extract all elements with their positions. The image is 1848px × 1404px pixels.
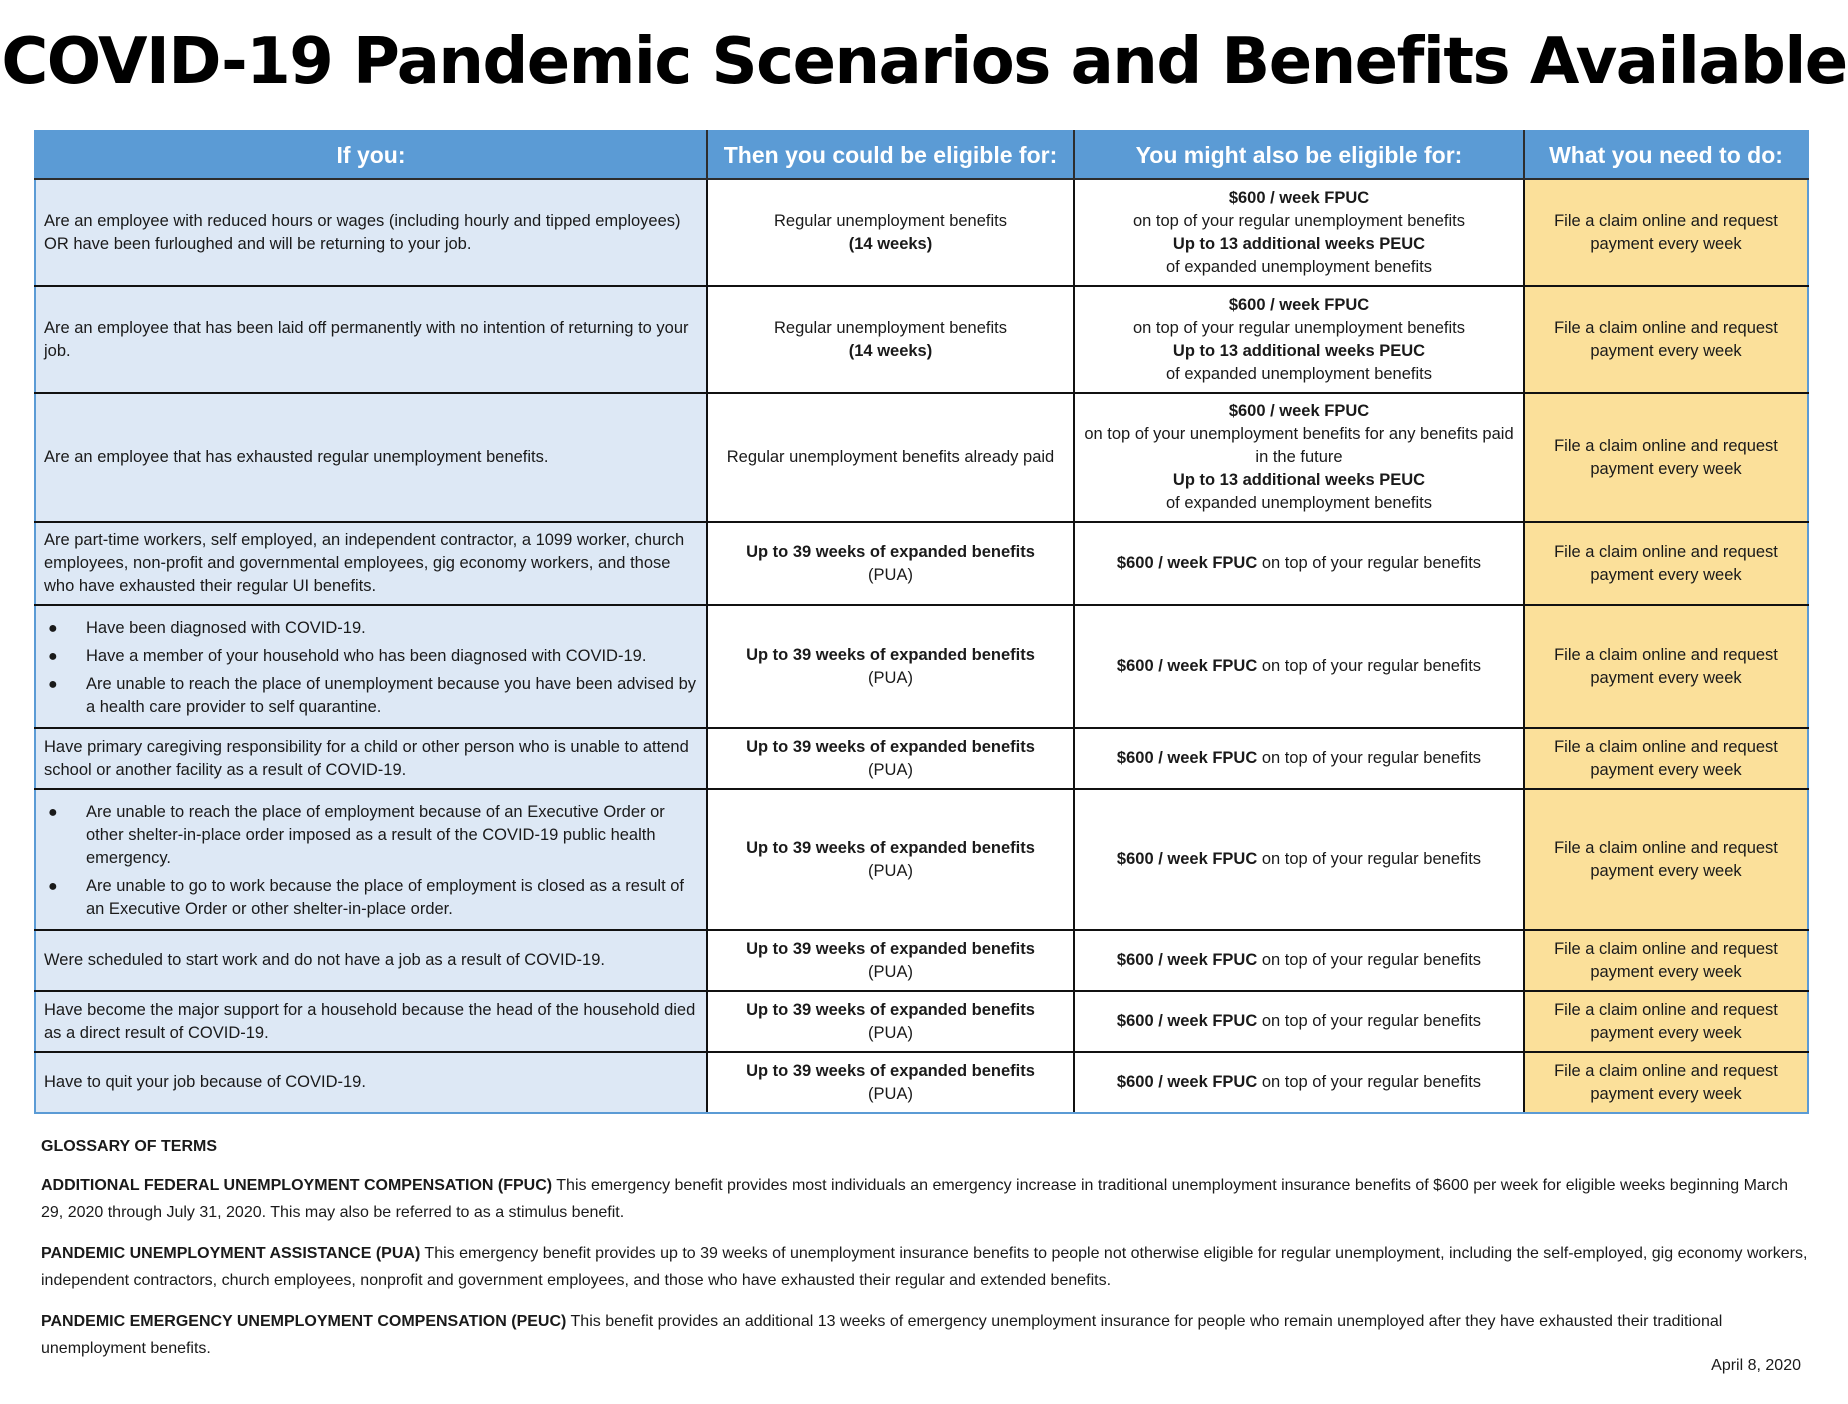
eligible-cell <box>707 1052 1074 1113</box>
table-row <box>35 605 1808 728</box>
action-text: File a claim online and request payment every week <box>1554 1061 1778 1103</box>
also-eligible-segment: $600 / week FPUC <box>1228 295 1370 314</box>
also-eligible-segment: of expanded unemployment benefits <box>1165 494 1432 512</box>
situation-cell <box>35 179 707 286</box>
eligible-cell <box>707 991 1074 1052</box>
glossary-term: ADDITIONAL FEDERAL UNEMPLOYMENT COMPENSATION (FPUC) <box>41 1177 553 1194</box>
table-header-row <box>35 131 1808 179</box>
eligible-line: (PUA) <box>868 861 913 880</box>
also-eligible-segment: $600 / week FPUC <box>1116 749 1258 767</box>
situation-bullet-item <box>44 645 698 668</box>
eligible-cell <box>707 930 1074 991</box>
eligible-line: (14 weeks) <box>848 234 933 253</box>
eligible-line: (PUA) <box>868 760 913 779</box>
situation-text: Have become the major support for a household because the head of the household died as a direct result of COVID-19. <box>44 1000 696 1042</box>
table-row <box>35 728 1808 789</box>
action-text: File a claim online and request payment every week <box>1554 1000 1778 1042</box>
action-text: File a claim online and request payment every week <box>1554 838 1778 880</box>
also-eligible-line <box>1083 363 1515 386</box>
action-text: File a claim online and request payment every week <box>1554 211 1778 253</box>
also-eligible-segment: on top of your regular benefits <box>1257 554 1482 572</box>
action-cell <box>1524 789 1808 930</box>
glossary-term: PANDEMIC UNEMPLOYMENT ASSISTANCE (PUA) <box>41 1245 421 1262</box>
situation-text: Are an employee that has been laid off permanently with no intention of returning to your job. <box>44 318 689 360</box>
situation-text: Are an employee with reduced hours or wages (including hourly and tipped employees) OR have been furloughed and will be returning to your job. <box>44 211 681 253</box>
situation-bullet-text: Have a member of your household who has been diagnosed with COVID-19. <box>86 646 647 665</box>
also-eligible-segment: of expanded unemployment benefits <box>1165 257 1432 276</box>
eligible-line: (PUA) <box>868 962 913 981</box>
glossary <box>41 1133 1809 1376</box>
eligible-line: Up to 39 weeks of expanded benefits <box>746 542 1035 561</box>
bullet-icon: ● <box>48 647 58 665</box>
situation-bullet-item <box>44 673 698 719</box>
eligible-cell <box>707 393 1074 522</box>
eligible-line: Up to 39 weeks of expanded benefits <box>746 838 1035 857</box>
situation-bullet-item <box>44 875 698 921</box>
action-text: File a claim online and request payment every week <box>1554 939 1778 981</box>
also-eligible-segment: $600 / week FPUC <box>1116 1073 1258 1091</box>
also-eligible-line <box>1083 423 1515 469</box>
also-eligible-line <box>1083 317 1515 340</box>
also-eligible-line <box>1083 655 1515 678</box>
glossary-term: PANDEMIC EMERGENCY UNEMPLOYMENT COMPENSATION (PEUC) <box>41 1313 567 1330</box>
situation-text: Were scheduled to start work and do not have a job as a result of COVID-19. <box>44 951 605 969</box>
also-eligible-segment: $600 / week FPUC <box>1116 554 1258 572</box>
action-text: File a claim online and request payment every week <box>1554 645 1778 687</box>
also-eligible-cell <box>1074 930 1524 991</box>
glossary-item-fpuc <box>41 1172 1809 1226</box>
action-cell <box>1524 179 1808 286</box>
also-eligible-segment: on top of your regular benefits <box>1257 657 1482 675</box>
table-row <box>35 1052 1808 1113</box>
situation-cell <box>35 1052 707 1113</box>
also-eligible-line <box>1083 747 1515 770</box>
glossary-item-peuc <box>41 1308 1809 1362</box>
page-title: COVID-19 Pandemic Scenarios and Benefits Available <box>1 25 1847 99</box>
also-eligible-line <box>1083 256 1515 279</box>
also-eligible-segment: on top of your regular benefits <box>1257 1012 1482 1030</box>
eligible-line: (PUA) <box>868 1084 913 1103</box>
also-eligible-cell <box>1074 286 1524 393</box>
glossary-heading: GLOSSARY OF TERMS <box>41 1138 218 1155</box>
action-text: File a claim online and request payment every week <box>1554 318 1778 360</box>
also-eligible-segment: on top of your regular unemployment benefits <box>1132 211 1466 230</box>
also-eligible-segment: on top of your unemployment benefits for any benefits paid in the future <box>1084 425 1514 466</box>
also-eligible-line <box>1083 552 1515 575</box>
eligible-cell <box>707 522 1074 605</box>
table-row <box>35 286 1808 393</box>
action-cell <box>1524 991 1808 1052</box>
situation-bullet-item <box>44 801 698 870</box>
also-eligible-cell <box>1074 179 1524 286</box>
bullet-icon: ● <box>48 619 58 637</box>
also-eligible-cell <box>1074 605 1524 728</box>
action-cell <box>1524 393 1808 522</box>
also-eligible-cell <box>1074 991 1524 1052</box>
situation-bullet-text: Are unable to go to work because the place of employment is closed as a result of an Executive Order or other shelter-in-place order. <box>86 876 685 918</box>
also-eligible-cell <box>1074 728 1524 789</box>
table-row <box>35 789 1808 930</box>
action-cell <box>1524 930 1808 991</box>
glossary-definition: This benefit provides an additional 13 weeks of emergency unemployment insurance for people who remain unemployed after they have exhausted their traditional unemployment benefits. <box>41 1313 1723 1357</box>
header-what-to-do: What you need to do: <box>1524 131 1808 179</box>
eligible-line: (PUA) <box>868 668 913 687</box>
also-eligible-line <box>1083 400 1515 423</box>
also-eligible-segment: on top of your regular benefits <box>1257 749 1482 767</box>
table-row <box>35 991 1808 1052</box>
eligible-line: Up to 39 weeks of expanded benefits <box>746 939 1035 958</box>
eligible-cell <box>707 179 1074 286</box>
also-eligible-segment: on top of your regular benefits <box>1257 951 1482 969</box>
eligible-line: (14 weeks) <box>848 341 933 360</box>
also-eligible-line <box>1083 469 1515 492</box>
bullet-icon: ● <box>48 877 58 895</box>
situation-cell <box>35 991 707 1052</box>
table-body <box>35 179 1808 1113</box>
situation-bullet-list <box>44 801 698 921</box>
situation-cell <box>35 605 707 728</box>
eligible-line: Regular unemployment benefits already paid <box>726 448 1055 466</box>
also-eligible-cell <box>1074 789 1524 930</box>
action-text: File a claim online and request payment every week <box>1554 737 1778 779</box>
eligible-line: Up to 39 weeks of expanded benefits <box>746 645 1035 664</box>
action-text: File a claim online and request payment every week <box>1554 436 1778 478</box>
situation-cell <box>35 286 707 393</box>
also-eligible-segment: Up to 13 additional weeks PEUC <box>1172 234 1426 253</box>
also-eligible-line <box>1083 1010 1515 1033</box>
also-eligible-segment: on top of your regular benefits <box>1257 1073 1482 1091</box>
also-eligible-line <box>1083 492 1515 515</box>
also-eligible-line <box>1083 294 1515 317</box>
eligible-cell <box>707 789 1074 930</box>
header-also-eligible-for: You might also be eligible for: <box>1074 131 1524 179</box>
document-date: April 8, 2020 <box>1711 1357 1801 1374</box>
header-eligible-for: Then you could be eligible for: <box>707 131 1074 179</box>
eligible-line: Up to 39 weeks of expanded benefits <box>746 1061 1035 1080</box>
situation-cell <box>35 728 707 789</box>
also-eligible-cell <box>1074 1052 1524 1113</box>
situation-text: Are part-time workers, self employed, an independent contractor, a 1099 worker, church employees, non-profit and governmental employees, gig economy workers, and those who have exhausted their regular UI benefits. <box>44 531 685 595</box>
also-eligible-line <box>1083 949 1515 972</box>
eligible-cell <box>707 728 1074 789</box>
eligible-cell <box>707 605 1074 728</box>
action-cell <box>1524 286 1808 393</box>
also-eligible-cell <box>1074 393 1524 522</box>
situation-cell <box>35 522 707 605</box>
glossary-item-pua <box>41 1240 1809 1294</box>
table-row <box>35 522 1808 605</box>
eligible-line: Regular unemployment benefits <box>774 211 1007 230</box>
bullet-icon: ● <box>48 803 58 821</box>
also-eligible-segment: $600 / week FPUC <box>1116 1012 1258 1030</box>
situation-bullet-text: Are unable to reach the place of employment because of an Executive Order or other shelter-in-place order imposed as a result of the COVID-19 public health emergency. <box>86 802 665 867</box>
also-eligible-line <box>1083 187 1515 210</box>
eligible-line: Up to 39 weeks of expanded benefits <box>746 1000 1035 1019</box>
also-eligible-line <box>1083 1071 1515 1094</box>
situation-bullet-text: Are unable to reach the place of unemployment because you have been advised by a health care provider to self quarantine. <box>86 674 696 716</box>
table-row <box>35 393 1808 522</box>
also-eligible-segment: on top of your regular benefits <box>1257 850 1482 868</box>
also-eligible-cell <box>1074 522 1524 605</box>
situation-text: Have primary caregiving responsibility for a child or other person who is unable to attend school or another facility as a result of COVID-19. <box>44 737 689 779</box>
action-cell <box>1524 728 1808 789</box>
table-row <box>35 930 1808 991</box>
situation-cell <box>35 930 707 991</box>
also-eligible-line <box>1083 340 1515 363</box>
action-text: File a claim online and request payment every week <box>1554 542 1778 584</box>
situation-text: Are an employee that has exhausted regular unemployment benefits. <box>44 448 549 466</box>
also-eligible-segment: $600 / week FPUC <box>1116 657 1258 675</box>
action-cell <box>1524 522 1808 605</box>
also-eligible-segment: $600 / week FPUC <box>1228 402 1370 420</box>
also-eligible-segment: $600 / week FPUC <box>1116 850 1258 868</box>
situation-cell <box>35 789 707 930</box>
also-eligible-segment: on top of your regular unemployment benefits <box>1132 318 1466 337</box>
eligible-line: Regular unemployment benefits <box>774 318 1007 337</box>
also-eligible-segment: $600 / week FPUC <box>1228 188 1370 207</box>
also-eligible-segment: $600 / week FPUC <box>1116 951 1258 969</box>
eligible-cell <box>707 286 1074 393</box>
situation-text: Have to quit your job because of COVID-19. <box>44 1073 366 1091</box>
action-cell <box>1524 605 1808 728</box>
glossary-definition: This emergency benefit provides most individuals an emergency increase in traditional unemployment insurance benefits of $600 per week for eligible weeks beginning March 29, 2020 through July 31, 2020. This may also be referred to as a stimulus benefit. <box>41 1177 1789 1221</box>
situation-bullet-list <box>44 617 698 719</box>
situation-cell <box>35 393 707 522</box>
table-row <box>35 179 1808 286</box>
also-eligible-segment: Up to 13 additional weeks PEUC <box>1172 341 1426 360</box>
action-cell <box>1524 1052 1808 1113</box>
also-eligible-segment: Up to 13 additional weeks PEUC <box>1172 471 1426 489</box>
bullet-icon: ● <box>48 675 58 693</box>
scenarios-table <box>34 130 1809 1114</box>
header-if-you: If you: <box>35 131 707 179</box>
situation-bullet-item <box>44 617 698 640</box>
also-eligible-line <box>1083 848 1515 871</box>
also-eligible-segment: of expanded unemployment benefits <box>1165 364 1432 383</box>
glossary-definition: This emergency benefit provides up to 39 weeks of unemployment insurance benefits to people not otherwise eligible for regular unemployment, including the self-employed, gig economy workers, independent contractors, church employees, nonprofit and government employees, and those who have exhausted their regular and extended benefits. <box>41 1245 1808 1289</box>
eligible-line: Up to 39 weeks of expanded benefits <box>746 737 1035 756</box>
eligible-line: (PUA) <box>868 1023 913 1042</box>
situation-bullet-text: Have been diagnosed with COVID-19. <box>86 618 366 637</box>
eligible-line: (PUA) <box>868 565 913 584</box>
also-eligible-line <box>1083 233 1515 256</box>
also-eligible-line <box>1083 210 1515 233</box>
